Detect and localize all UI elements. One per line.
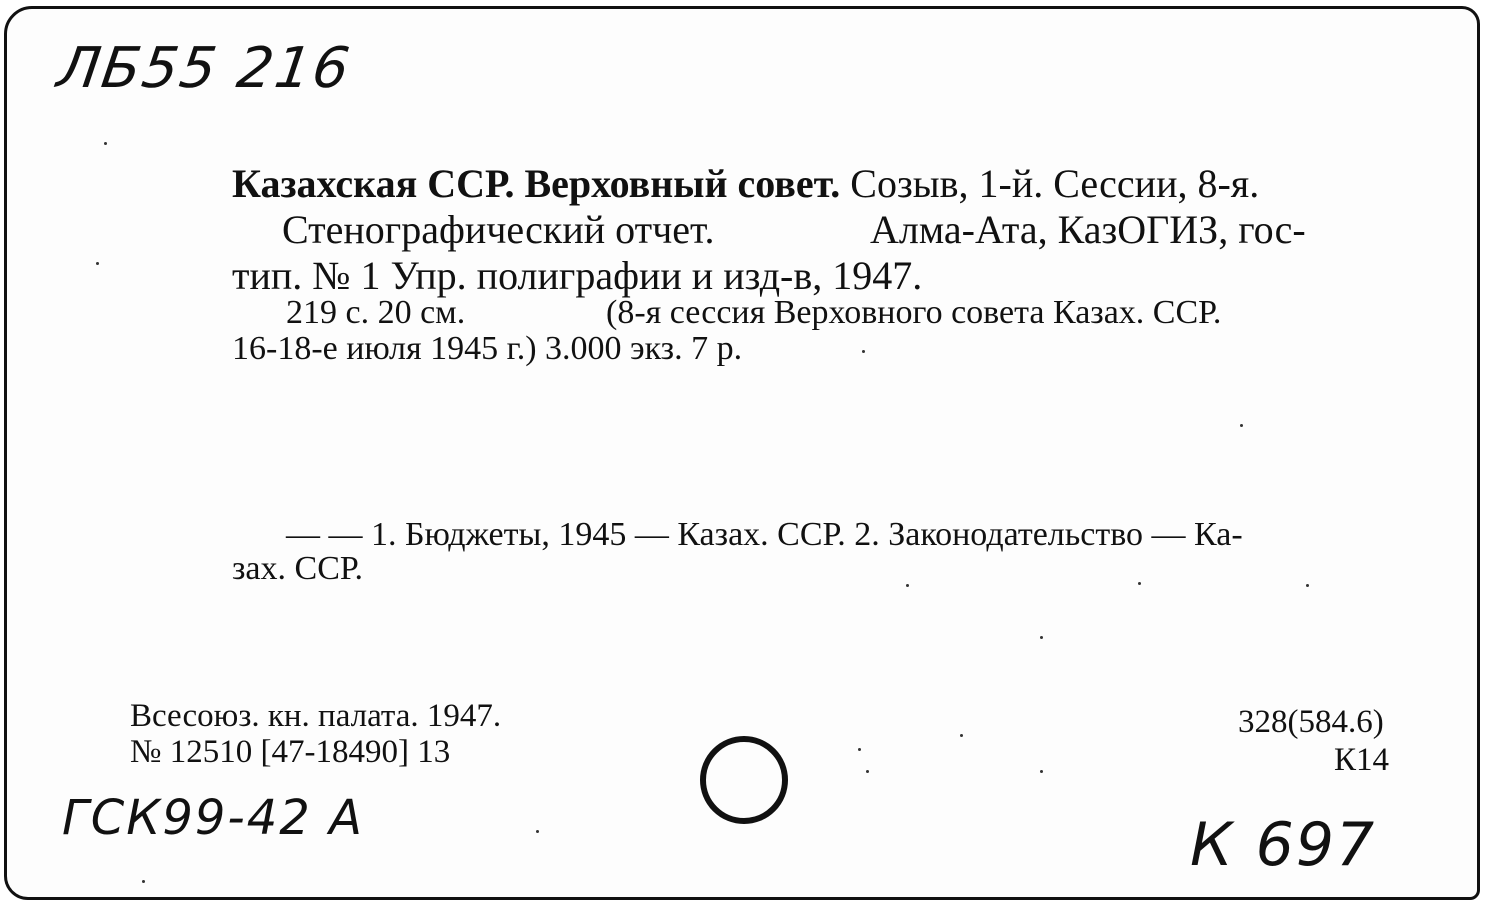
dust-speck xyxy=(1040,770,1043,773)
title-line-1 xyxy=(232,160,1259,207)
dust-speck xyxy=(536,830,539,833)
description-line-2: 16-18-е июля 1945 г.) 3.000 экз. 7 р. xyxy=(232,330,743,367)
punch-hole-icon xyxy=(700,736,788,824)
description-line-1-right: (8-я сессия Верховного совета Казах. ССР. xyxy=(606,294,1222,331)
handwritten-call-number: К 697 xyxy=(1190,810,1377,880)
dust-speck xyxy=(1240,424,1243,427)
title-line-2-left: Стенографический отчет. xyxy=(282,207,715,252)
dust-speck xyxy=(1040,636,1043,639)
classification-code: 328(584.6) xyxy=(1238,704,1384,740)
title-line-1-rest: Созыв, 1-й. Сессии, 8-я. xyxy=(840,161,1260,206)
title-line-2-right: Алма-Ата, КазОГИЗ, гос- xyxy=(870,207,1306,252)
dust-speck xyxy=(906,584,909,587)
title-heading: Казахская ССР. Верховный совет. xyxy=(232,161,841,206)
dust-speck xyxy=(1306,584,1309,587)
publisher-line-1: Всесоюз. кн. палата. 1947. xyxy=(130,698,502,734)
dust-speck xyxy=(862,350,865,353)
description-line-1-left: 219 с. 20 см. xyxy=(286,294,466,331)
subjects-line-1: — — 1. Бюджеты, 1945 — Казах. ССР. 2. Законодательство — Ка- xyxy=(286,516,1243,553)
subjects-line-2: зах. ССР. xyxy=(232,550,364,587)
title-line-3: тип. № 1 Упр. полиграфии и изд-в, 1947. xyxy=(232,253,923,298)
dust-speck xyxy=(960,734,963,737)
dust-speck xyxy=(104,142,107,145)
dust-speck xyxy=(142,880,145,883)
handwritten-shelfmark: ЛБ55 216 xyxy=(53,36,356,101)
dust-speck xyxy=(96,262,99,265)
publisher-line-2: № 12510 [47-18490] 13 xyxy=(130,734,451,770)
classification-index: К14 xyxy=(1334,742,1390,778)
dust-speck xyxy=(866,770,869,773)
dust-speck xyxy=(1138,582,1141,585)
handwritten-inventory-number: ГСК99-42 А xyxy=(62,790,364,846)
dust-speck xyxy=(858,748,861,751)
